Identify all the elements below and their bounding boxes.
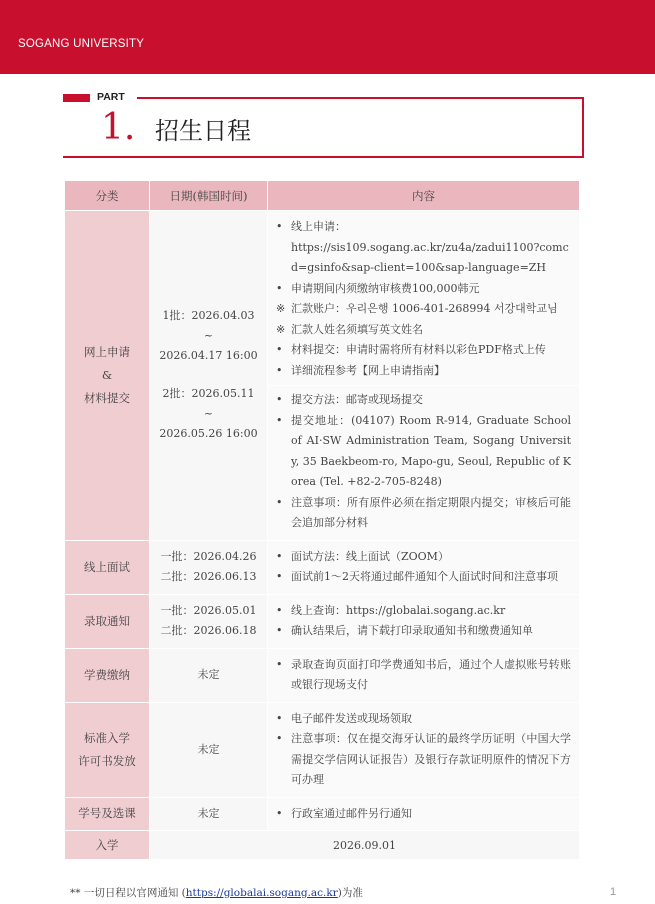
row-content [268, 594, 580, 648]
bullet-icon: • [276, 711, 283, 725]
content-text: 详细流程参考【网上申请指南】 [291, 363, 445, 377]
content-text: 汇款人姓名须填写英文姓名 [291, 322, 423, 336]
bullet-icon: • [276, 495, 283, 509]
bullet-icon: • [276, 363, 283, 377]
reference-mark-icon: ※ [276, 302, 286, 315]
bullet-icon: • [276, 570, 283, 583]
bullet-icon: • [276, 281, 283, 295]
part-label: PART [97, 91, 125, 103]
footnote-link[interactable]: https://globalai.sogang.ac.kr [185, 887, 338, 899]
row-dates [150, 594, 268, 648]
content-item [276, 279, 571, 300]
content-text: 面试前1～2天将通过邮件通知个人面试时间和注意事项 [291, 570, 558, 583]
content-item [276, 547, 571, 568]
content-text: 面试方法：线上面试（ZOOM） [291, 549, 449, 563]
category-line: 录取通知 [84, 613, 130, 628]
date-line: ~ [203, 407, 214, 421]
date-line: 一批：2026.04.26 [160, 550, 257, 563]
content-item [276, 709, 571, 730]
category-line: 标准入学 [84, 730, 130, 745]
content-text: 材料提交：申请时需将所有材料以彩色PDF格式上传 [291, 343, 546, 356]
table-row [65, 211, 580, 541]
bullet-icon: • [276, 657, 283, 671]
content-text: 确认结果后，请下载打印录取通知书和缴费通知单 [291, 624, 533, 637]
content-item [276, 238, 571, 279]
row-content [268, 702, 580, 797]
bullet-icon: • [276, 732, 283, 745]
category-line: 学号及选课 [78, 806, 136, 821]
header-content: 内容 [268, 181, 580, 211]
category-line: 网上申请 [84, 344, 130, 359]
row-content [268, 648, 580, 702]
bullet-icon: • [276, 393, 283, 406]
date-line: 1批：2026.04.03 [162, 309, 255, 323]
part-accent-bar [63, 94, 90, 102]
reference-mark-icon: ※ [276, 322, 286, 336]
bullet-icon: • [276, 806, 283, 820]
content-item [276, 601, 571, 622]
date-line: 2026.05.26 16:00 [159, 427, 258, 441]
content-text: 注意事项：所有原件必须在指定期限内提交；审核后可能会追加部分材料 [291, 495, 571, 529]
footnote-suffix: )为准 [337, 887, 363, 899]
table-row [65, 831, 580, 860]
content-text: 提交方法：邮寄或现场提交 [291, 393, 423, 406]
page-number: 1 [610, 886, 617, 898]
table-row [65, 702, 580, 797]
section-underline [63, 156, 583, 158]
row-content [268, 211, 580, 541]
content-item [276, 804, 571, 825]
content-text: 录取查询页面打印学费通知书后，通过个人虚拟账号转账或银行现场支付 [291, 657, 571, 691]
content-item [276, 655, 571, 696]
header-bar [0, 0, 655, 74]
date-line: 二批：2026.06.18 [160, 624, 257, 637]
content-text: 汇款账户：우리은행 1006-401-268994 서강대학교님 [291, 302, 558, 315]
content-item [276, 621, 571, 642]
content-item [276, 361, 571, 382]
row-category [65, 540, 150, 594]
row-dates [150, 797, 268, 831]
section-heading [63, 92, 585, 158]
table-header-row [65, 181, 580, 211]
date-line: 二批：2026.06.13 [160, 570, 257, 583]
row-category: 入学 [65, 831, 150, 860]
row-category [65, 797, 150, 831]
content-item [276, 411, 571, 493]
row-dates [150, 702, 268, 797]
row-content [268, 797, 580, 831]
section-number: 1. [101, 107, 136, 148]
bullet-icon: • [276, 413, 283, 427]
date-line: 2批：2026.05.11 [162, 387, 255, 401]
category-line: & [101, 367, 113, 382]
content-text: 线上查询：https://globalai.sogang.ac.kr [291, 603, 506, 617]
content-item [276, 390, 571, 411]
row-category [65, 702, 150, 797]
content-item [276, 340, 571, 361]
content-text: 行政室通过邮件另行通知 [291, 806, 412, 820]
row-category [65, 211, 150, 541]
row-dates [150, 540, 268, 594]
date-line: 2026.04.17 16:00 [159, 349, 258, 363]
header-category: 分类 [65, 181, 150, 211]
section-title: 招生日程 [155, 117, 251, 145]
bullet-icon: • [276, 624, 283, 637]
content-text: 申请期间内须缴纳审核费100,000韩元 [291, 281, 480, 295]
category-line: 学费缴纳 [84, 667, 130, 682]
bullet-icon: • [276, 549, 283, 563]
bullet-icon: • [276, 343, 283, 356]
row-dates [150, 211, 268, 541]
content-divider [268, 385, 579, 386]
content-text: 电子邮件发送或现场领取 [291, 711, 412, 725]
row-category [65, 648, 150, 702]
part-frame-top [137, 97, 583, 99]
footnote-prefix: ** 一切日程以官网通知 ( [70, 887, 186, 899]
enrollment-date: 2026.09.01 [150, 831, 580, 860]
university-brand: SOGANG UNIVERSITY [18, 38, 145, 50]
date-line [151, 366, 266, 384]
admission-schedule-table [64, 180, 580, 860]
bullet-icon: • [276, 603, 283, 617]
date-line: 未定 [197, 668, 220, 681]
date-line: 未定 [197, 742, 220, 756]
date-line: ~ [203, 329, 214, 343]
row-category [65, 594, 150, 648]
date-line: 一批：2026.05.01 [160, 604, 257, 617]
content-item [276, 567, 571, 588]
content-text: 提交地址：(04107) Room R-914, Graduate School of AI·SW Administration Team, Sogang University, 35 Baekbeom-ro, Mapo-gu, Seoul, Republic of Korea (Tel. +82-2-705-8248) [291, 413, 571, 488]
content-text: 注意事项：仅在提交海牙认证的最终学历证明（中国大学需提交学信网认证报告）及银行存款证明原件的情况下方可办理 [291, 732, 571, 786]
table-row [65, 540, 580, 594]
category-line: 材料提交 [84, 390, 130, 405]
table-row [65, 648, 580, 702]
category-line: 许可书发放 [78, 753, 136, 768]
category-line: 线上面试 [84, 559, 130, 574]
bullet-icon: • [276, 220, 283, 233]
content-item [276, 493, 571, 534]
table-row [65, 594, 580, 648]
part-frame-right [582, 97, 584, 158]
row-content [268, 540, 580, 594]
content-text: https://sis109.sogang.ac.kr/zu4a/zadui1100?comcd=gsinfo&sap-client=100&sap-language=ZH [291, 240, 569, 274]
row-dates [150, 648, 268, 702]
content-item [276, 729, 571, 791]
footnote [70, 885, 363, 900]
content-item [276, 320, 571, 341]
table-row [65, 797, 580, 831]
content-item [276, 299, 571, 320]
date-line: 未定 [197, 806, 220, 820]
header-date: 日期(韩国时间) [150, 181, 268, 211]
content-text: 线上申请： [291, 220, 346, 233]
content-item [276, 217, 571, 238]
